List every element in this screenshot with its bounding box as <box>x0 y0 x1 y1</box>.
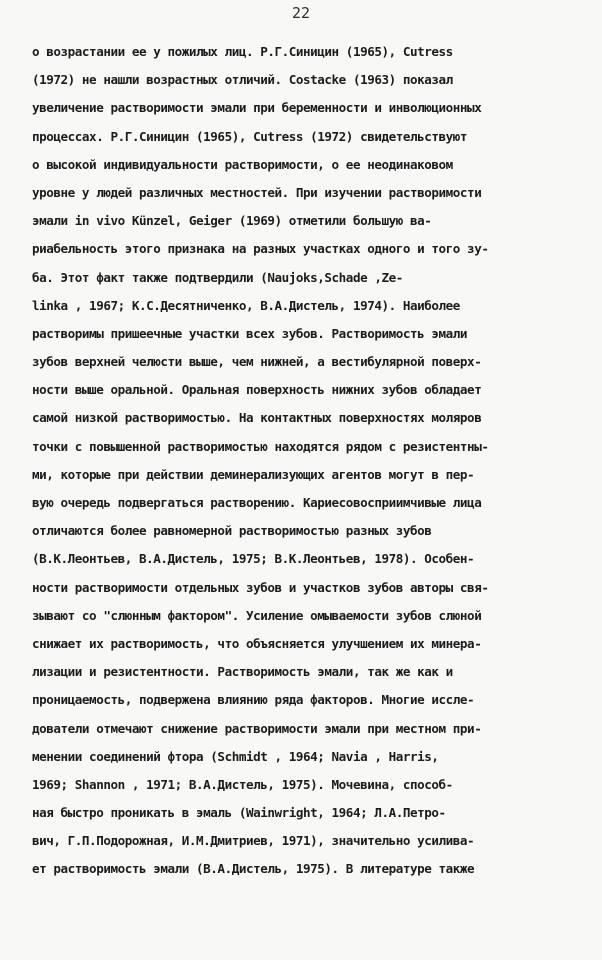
text-line: ми, которые при действии деминерализующих агентов могут в пер- <box>32 466 475 482</box>
text-line: вич, Г.П.Подорожная, И.М.Дмитриев, 1971), значительно усилива- <box>32 833 475 849</box>
text-line: (В.К.Леонтьев, В.А.Дистель, 1975; В.К.Леонтьев, 1978). Особен- <box>32 551 475 567</box>
body-text <box>32 38 592 884</box>
text-line: риабельность этого признака на разных участках одного и того зу- <box>32 241 489 257</box>
text-line: о высокой индивидуальности растворимости, о ее неодинаковом <box>32 156 453 172</box>
text-line: вую очередь подвергаться растворению. Кариесовосприимчивые лица <box>32 495 482 510</box>
text-line: ет растворимость эмали (В.А.Дистель, 1975). В литературе также <box>32 861 475 877</box>
text-line: снижает их растворимость, что объясняется улучшением их минера- <box>32 635 482 651</box>
text-line: linka , 1967; К.С.Десятниченко, В.А.Дистель, 1974). Наиболее <box>32 297 460 313</box>
text-line: уровне у людей различных местностей. При изучении растворимости <box>32 184 482 200</box>
text-line: менении соединений фтора (Schmidt , 1964; Navia , Harris, <box>32 748 439 764</box>
text-line: растворимы пришеечные участки всех зубов. Растворимость эмали <box>32 325 468 341</box>
text-line: (1972) не нашли возрастных отличий. Costacke (1963) показал <box>32 72 453 88</box>
text-line: дователи отмечают снижение растворимости эмали при местном при- <box>32 720 482 736</box>
text-line: лизации и резистентности. Растворимость эмали, так же как и <box>32 664 453 680</box>
text-line: отличаются более равномерной растворимостью разных зубов <box>32 523 432 539</box>
text-line: эмали in vivo Künzel, Geiger (1969) отметили большую ва- <box>32 213 432 229</box>
text-line: ная быстро проникать в эмаль (Wainwright, 1964; Л.А.Петро- <box>32 805 446 821</box>
text-line: зывают со "слюнным фактором". Усиление омываемости зубов слюной <box>32 607 482 623</box>
text-line: зубов верхней челюсти выше, чем нижней, а вестибулярной поверх- <box>32 354 482 370</box>
text-line: точки с повышенной растворимостью находятся рядом с резистентны- <box>32 438 489 454</box>
text-line: увеличение растворимости эмали при беременности и инволюционных <box>32 100 482 116</box>
page-number: 22 <box>291 4 311 22</box>
text-line: о возрастании ее у пожилых лиц. Р.Г.Синицин (1965), Cutress <box>32 44 453 59</box>
text-line: проницаемость, подвержена влиянию ряда факторов. Многие иссле- <box>32 692 475 708</box>
text-line: ба. Этот факт также подтвердили (Naujoks,Schade ,Ze- <box>32 269 403 285</box>
text-line: самой низкой растворимостью. На контактных поверхностях моляров <box>32 410 482 426</box>
text-line: ности растворимости отдельных зубов и участков зубов авторы свя- <box>32 579 489 595</box>
text-line: ности выше оральной. Оральная поверхность нижних зубов обладает <box>32 382 482 398</box>
text-line: 1969; Shannon , 1971; В.А.Дистель, 1975). Мочевина, способ- <box>32 776 453 792</box>
text-line: процессах. Р.Г.Синицин (1965), Cutress (1972) свидетельствуют <box>32 128 468 144</box>
